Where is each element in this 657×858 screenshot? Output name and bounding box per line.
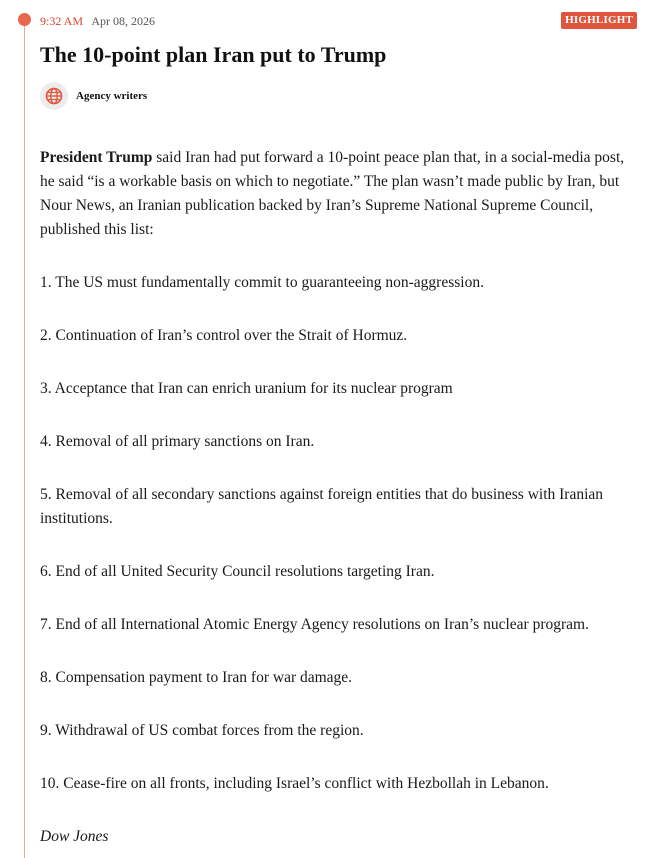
intro-lead: President Trump <box>40 149 153 166</box>
plan-point: 5. Removal of all secondary sanctions against foreign entities that do business with Iranian institutions. <box>40 486 604 527</box>
plan-point: 3. Acceptance that Iran can enrich uranium for its nuclear program <box>40 380 453 397</box>
intro-paragraph <box>40 146 640 242</box>
post-body <box>40 146 640 849</box>
intro-text: said Iran had put forward a 10-point peace plan that, in a social-media post, he said “is a workable basis on which to negotiate.” The plan wasn’t made public by Iran, but Nour News, an Iranian publication backed by Iran’s Supreme National Supreme Council, published this list: <box>40 149 625 238</box>
plan-point: 7. End of all International Atomic Energy Agency resolutions on Iran’s nuclear program. <box>40 616 589 633</box>
timeline-dot <box>18 13 31 26</box>
post-date: Apr 08, 2026 <box>91 14 156 28</box>
post-headline: The 10-point plan Iran put to Trump <box>40 42 387 67</box>
plan-point: 10. Cease-fire on all fronts, including Israel’s conflict with Hezbollah in Lebanon. <box>40 775 549 792</box>
source-credit: Dow Jones <box>40 828 109 845</box>
plan-point: 8. Compensation payment to Iran for war damage. <box>40 669 353 686</box>
post-meta <box>40 14 155 29</box>
plan-point: 2. Continuation of Iran’s control over the Strait of Hormuz. <box>40 327 408 344</box>
highlight-badge: HIGHLIGHT <box>561 12 637 29</box>
timeline-line <box>24 20 25 858</box>
post-time: 9:32 AM <box>40 14 84 28</box>
plan-point: 4. Removal of all primary sanctions on Iran. <box>40 433 315 450</box>
author-byline[interactable] <box>40 82 147 110</box>
author-name[interactable]: Agency writers <box>76 90 148 102</box>
plan-point: 9. Withdrawal of US combat forces from the region. <box>40 722 364 739</box>
globe-icon <box>40 82 68 110</box>
plan-point: 1. The US must fundamentally commit to guaranteeing non-aggression. <box>40 274 484 291</box>
plan-point: 6. End of all United Security Council resolutions targeting Iran. <box>40 563 435 580</box>
